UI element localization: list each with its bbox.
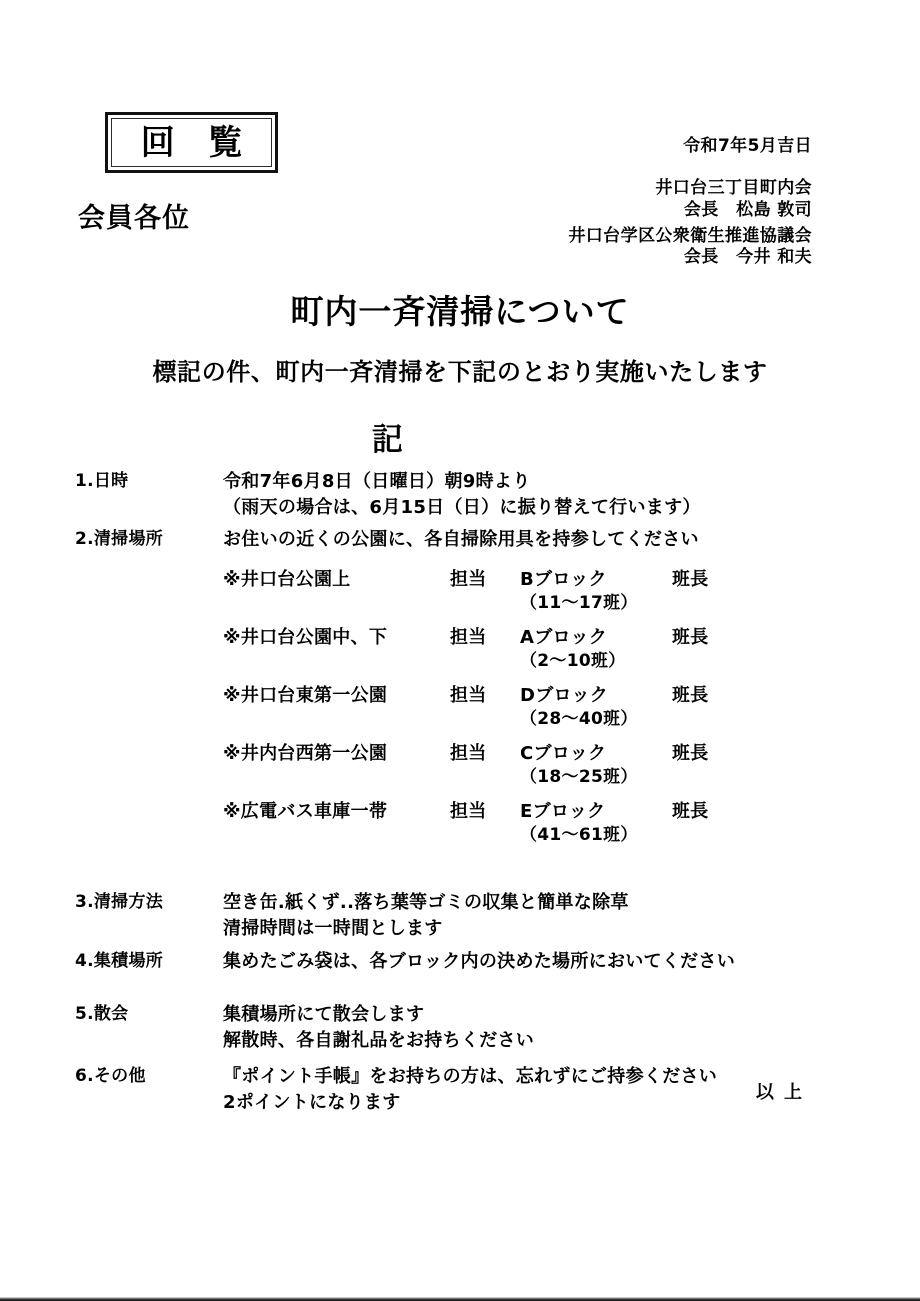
item-body-line: お住いの近くの公園に、各自掃除用具を持参してください xyxy=(223,529,699,550)
assignment-role: 担当 xyxy=(450,569,487,591)
assignment-role: 担当 xyxy=(450,627,487,649)
scan-edge-artifact xyxy=(0,1297,920,1301)
item-body xyxy=(223,949,735,975)
assignment-place: ※井口台東第一公園 xyxy=(223,685,388,707)
page-title: 町内一斉清掃について xyxy=(290,292,630,331)
item-body-line: 空き缶.紙くず..落ち葉等ゴミの収集と簡単な除草 xyxy=(223,892,629,913)
assignment-block xyxy=(520,567,638,616)
item-body xyxy=(223,1002,534,1054)
assignment-block-name: Eブロック xyxy=(520,801,606,823)
table-row xyxy=(223,741,709,799)
assignment-place: ※広電バス車庫一帯 xyxy=(223,801,388,823)
assignment-leader: 班長 xyxy=(672,627,709,649)
ki-mark: 記 xyxy=(372,422,403,458)
assignment-place: ※井口台公園上 xyxy=(223,569,351,591)
assignment-block-range: （28～40班） xyxy=(520,709,638,730)
item-label: 6.その他 xyxy=(75,1066,146,1086)
item-body-line: 『ポイント手帳』をお持ちの方は、忘れずにご持参ください xyxy=(223,1066,718,1087)
assignment-place: ※井内台西第一公園 xyxy=(223,743,388,765)
items-list xyxy=(0,469,920,1124)
table-row xyxy=(223,683,709,741)
item-body-line: 集積場所にて散会します xyxy=(223,1004,425,1025)
item-body-line: 解散時、各自謝礼品をお持ちください xyxy=(223,1030,535,1052)
item-body xyxy=(223,1064,717,1116)
assignment-leader: 班長 xyxy=(672,569,709,591)
circulation-stamp-char-2: 覧 xyxy=(208,122,243,163)
item-body xyxy=(223,890,629,942)
page-subtitle: 標記の件、町内一斉清掃を下記のとおり実施いたします xyxy=(152,358,768,386)
item-body-line: 令和7年6月8日（日曜日）朝9時より xyxy=(223,471,531,492)
assignment-block-range: （18～25班） xyxy=(520,767,638,788)
circulation-stamp-char-1: 回 xyxy=(140,122,175,163)
item-body-line: 2ポイントになります xyxy=(223,1092,401,1114)
circulation-stamp-box xyxy=(105,112,278,173)
list-item xyxy=(0,469,920,527)
organization-name-1: 井口台三丁目町内会 xyxy=(655,177,812,198)
table-row xyxy=(223,799,709,857)
assignment-block-name: Dブロック xyxy=(520,685,609,707)
organization-chief-2: 会長 今井 和夫 xyxy=(683,247,812,268)
assignment-block-name: Bブロック xyxy=(520,569,607,591)
list-item xyxy=(0,890,920,949)
organization-name-2: 井口台学区公衆衛生推進協議会 xyxy=(568,225,812,246)
assignment-block-name: Aブロック xyxy=(520,627,608,649)
item-label: 1.日時 xyxy=(75,471,129,491)
assignment-block-name: Cブロック xyxy=(520,743,607,765)
item-body xyxy=(223,469,701,521)
item-label: 5.散会 xyxy=(75,1004,129,1024)
list-item xyxy=(0,1002,920,1064)
issue-date: 令和7年5月吉日 xyxy=(683,136,812,156)
addressee: 会員各位 xyxy=(78,203,190,234)
assignment-role: 担当 xyxy=(450,685,487,707)
item-body-line: 集めたごみ袋は、各ブロック内の決めた場所においてください xyxy=(223,951,736,972)
assignment-role: 担当 xyxy=(450,743,487,765)
assignment-block-range: （2～10班） xyxy=(520,651,626,672)
item-body-line: 清掃時間は一時間とします xyxy=(223,918,443,940)
header-right-block xyxy=(568,138,812,271)
assignment-table xyxy=(223,567,709,857)
assignment-block xyxy=(520,625,626,674)
circulation-stamp-inner xyxy=(111,118,272,167)
assignment-block xyxy=(520,799,638,848)
assignment-leader: 班長 xyxy=(672,685,709,707)
item-body xyxy=(223,527,709,857)
closing-mark: 以上 xyxy=(756,1082,812,1103)
table-row xyxy=(223,625,709,683)
item-body-line: （雨天の場合は、6月15日（日）に振り替えて行います） xyxy=(223,497,701,519)
organization-chief-1: 会長 松島 敦司 xyxy=(683,199,812,220)
item-label: 3.清掃方法 xyxy=(75,892,164,912)
assignment-block xyxy=(520,741,638,790)
assignment-role: 担当 xyxy=(450,801,487,823)
assignment-place: ※井口台公園中、下 xyxy=(223,627,388,649)
table-row xyxy=(223,567,709,625)
list-item xyxy=(0,949,920,1002)
item-label: 2.清掃場所 xyxy=(75,529,164,549)
list-item xyxy=(0,527,920,890)
assignment-block-range: （11～17班） xyxy=(520,593,638,614)
assignment-leader: 班長 xyxy=(672,801,709,823)
item-label: 4.集積場所 xyxy=(75,951,164,971)
assignment-block-range: （41～61班） xyxy=(520,825,638,846)
assignment-block xyxy=(520,683,638,732)
assignment-leader: 班長 xyxy=(672,743,709,765)
